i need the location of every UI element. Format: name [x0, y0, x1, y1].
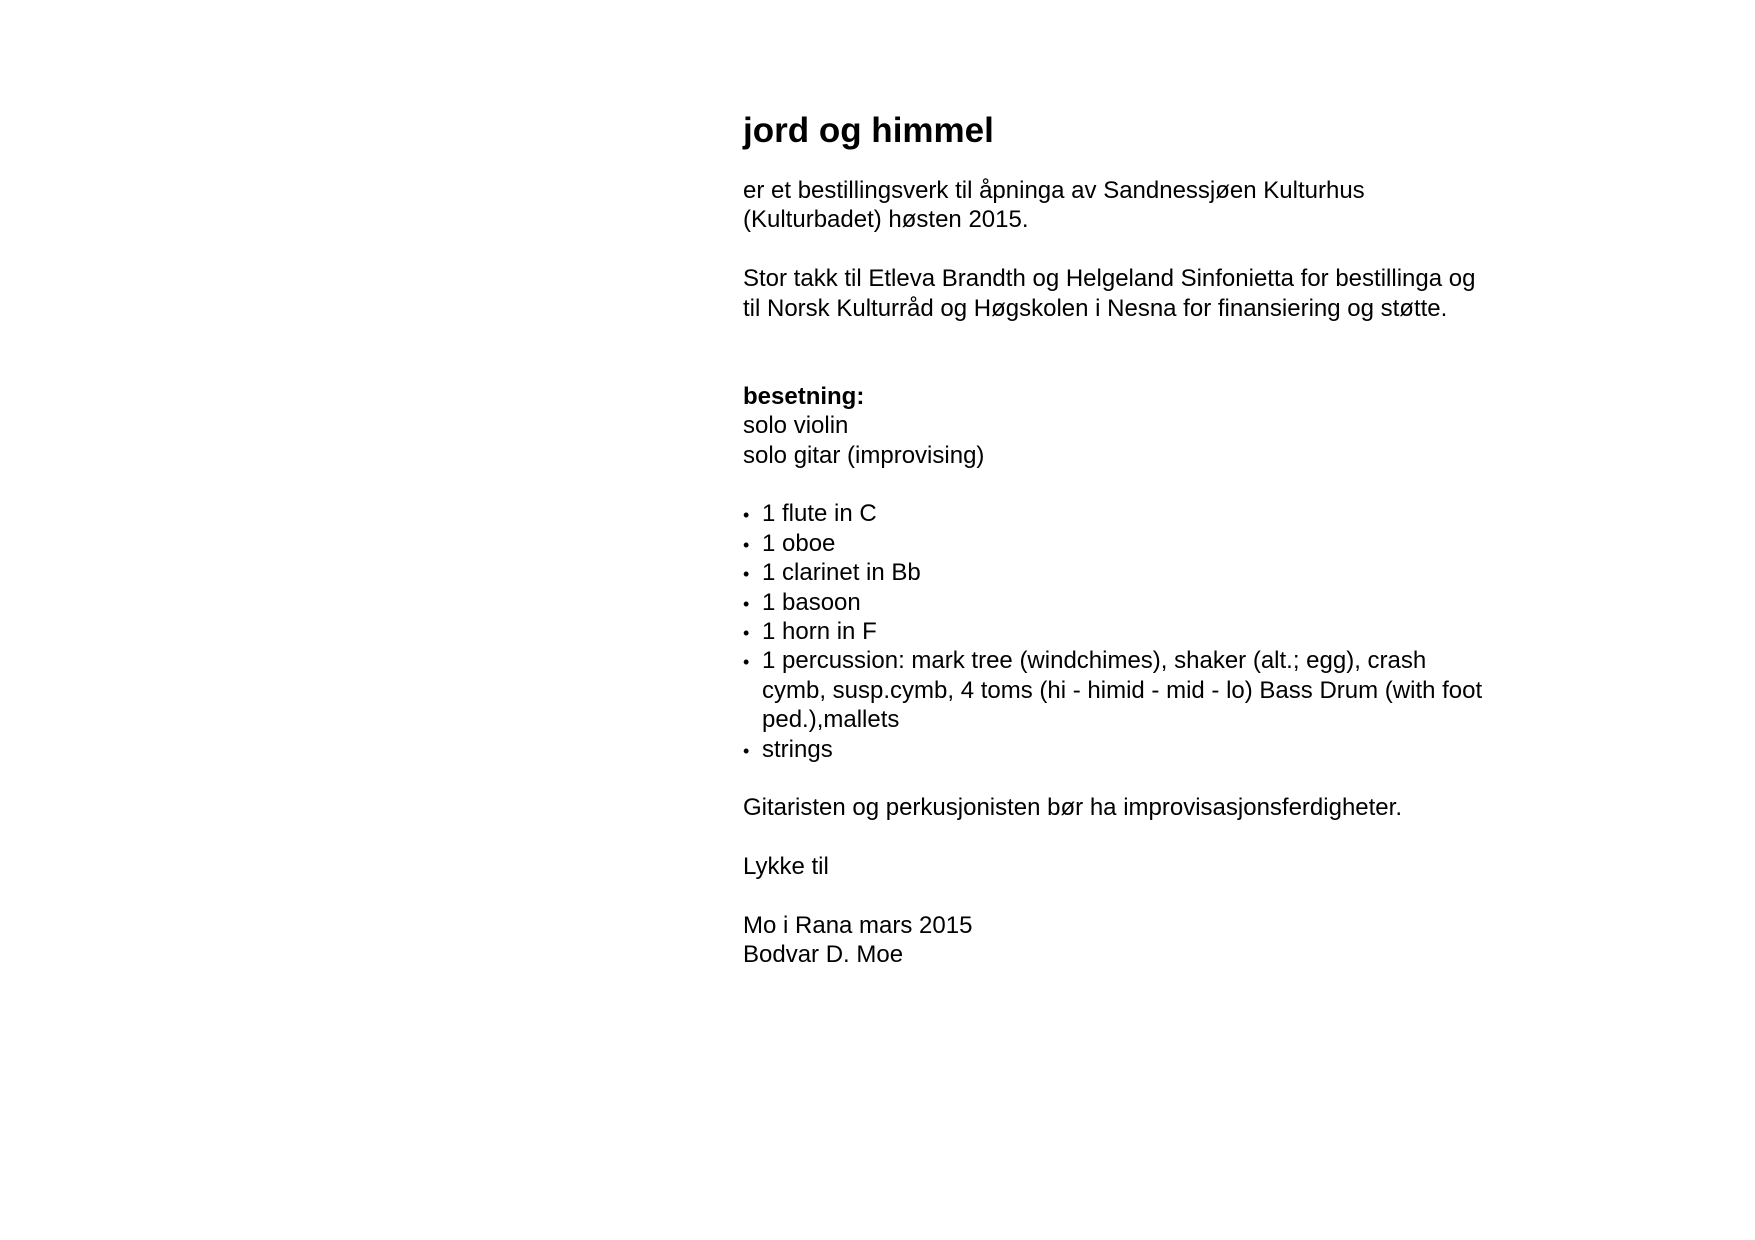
document-content [743, 110, 1543, 970]
instrument-label: 1 horn in F [762, 618, 877, 646]
intro-line-2: (Kulturbadet) høsten 2015. [743, 206, 1029, 234]
bullet-icon [743, 529, 749, 560]
bullet-icon [743, 588, 749, 619]
bullet-icon [743, 735, 749, 766]
solo-guitar: solo gitar (improvising) [743, 441, 985, 469]
spacer [743, 823, 1543, 852]
instrument-label: 1 clarinet in Bb [762, 559, 921, 587]
instrument-list [743, 499, 1543, 764]
spacer [743, 323, 1543, 382]
spacer [743, 470, 1543, 499]
instrument-label: 1 flute in C [762, 500, 877, 528]
spacer [743, 882, 1543, 911]
instrument-label: 1 percussion: mark tree (windchimes), shaker (alt.; egg), crash cymb, susp.cymb, 4 toms (hi - himid - mid - lo) Bass Drum (with foot ped.),mallets [762, 647, 1483, 734]
instrument-label: 1 basoon [762, 588, 861, 616]
bullet-icon [743, 499, 749, 530]
list-item [743, 499, 1543, 528]
intro-line-1: er et bestillingsverk til åpninga av Sandnessjøen Kulturhus [743, 177, 1365, 204]
spacer [743, 235, 1543, 264]
list-item [743, 558, 1543, 587]
note-text: Gitaristen og perkusjonisten bør ha improvisasjonsferdigheter. [743, 794, 1402, 822]
list-item [743, 735, 1543, 764]
signature-place-date: Mo i Rana mars 2015 [743, 912, 973, 940]
spacer [743, 764, 1543, 793]
bullet-icon [743, 617, 749, 648]
page-title: jord og himmel [743, 111, 994, 150]
greeting-text: Lykke til [743, 853, 829, 881]
instrument-label: strings [762, 735, 833, 763]
instrument-label: 1 oboe [762, 529, 836, 557]
signature-name: Bodvar D. Moe [743, 941, 904, 969]
solo-violin: solo violin [743, 412, 849, 440]
thanks-line-1: Stor takk til Etleva Brandth og Helgeland Sinfonietta for bestillinga og [743, 265, 1476, 293]
list-item [743, 617, 1543, 646]
list-item [743, 529, 1543, 558]
list-item [743, 588, 1543, 617]
thanks-line-2: til Norsk Kulturråd og Høgskolen i Nesna for finansiering og støtte. [743, 294, 1448, 322]
besetning-heading: besetning: [743, 382, 865, 410]
bullet-icon [743, 558, 749, 589]
list-item [743, 646, 1487, 734]
bullet-icon [743, 646, 749, 677]
